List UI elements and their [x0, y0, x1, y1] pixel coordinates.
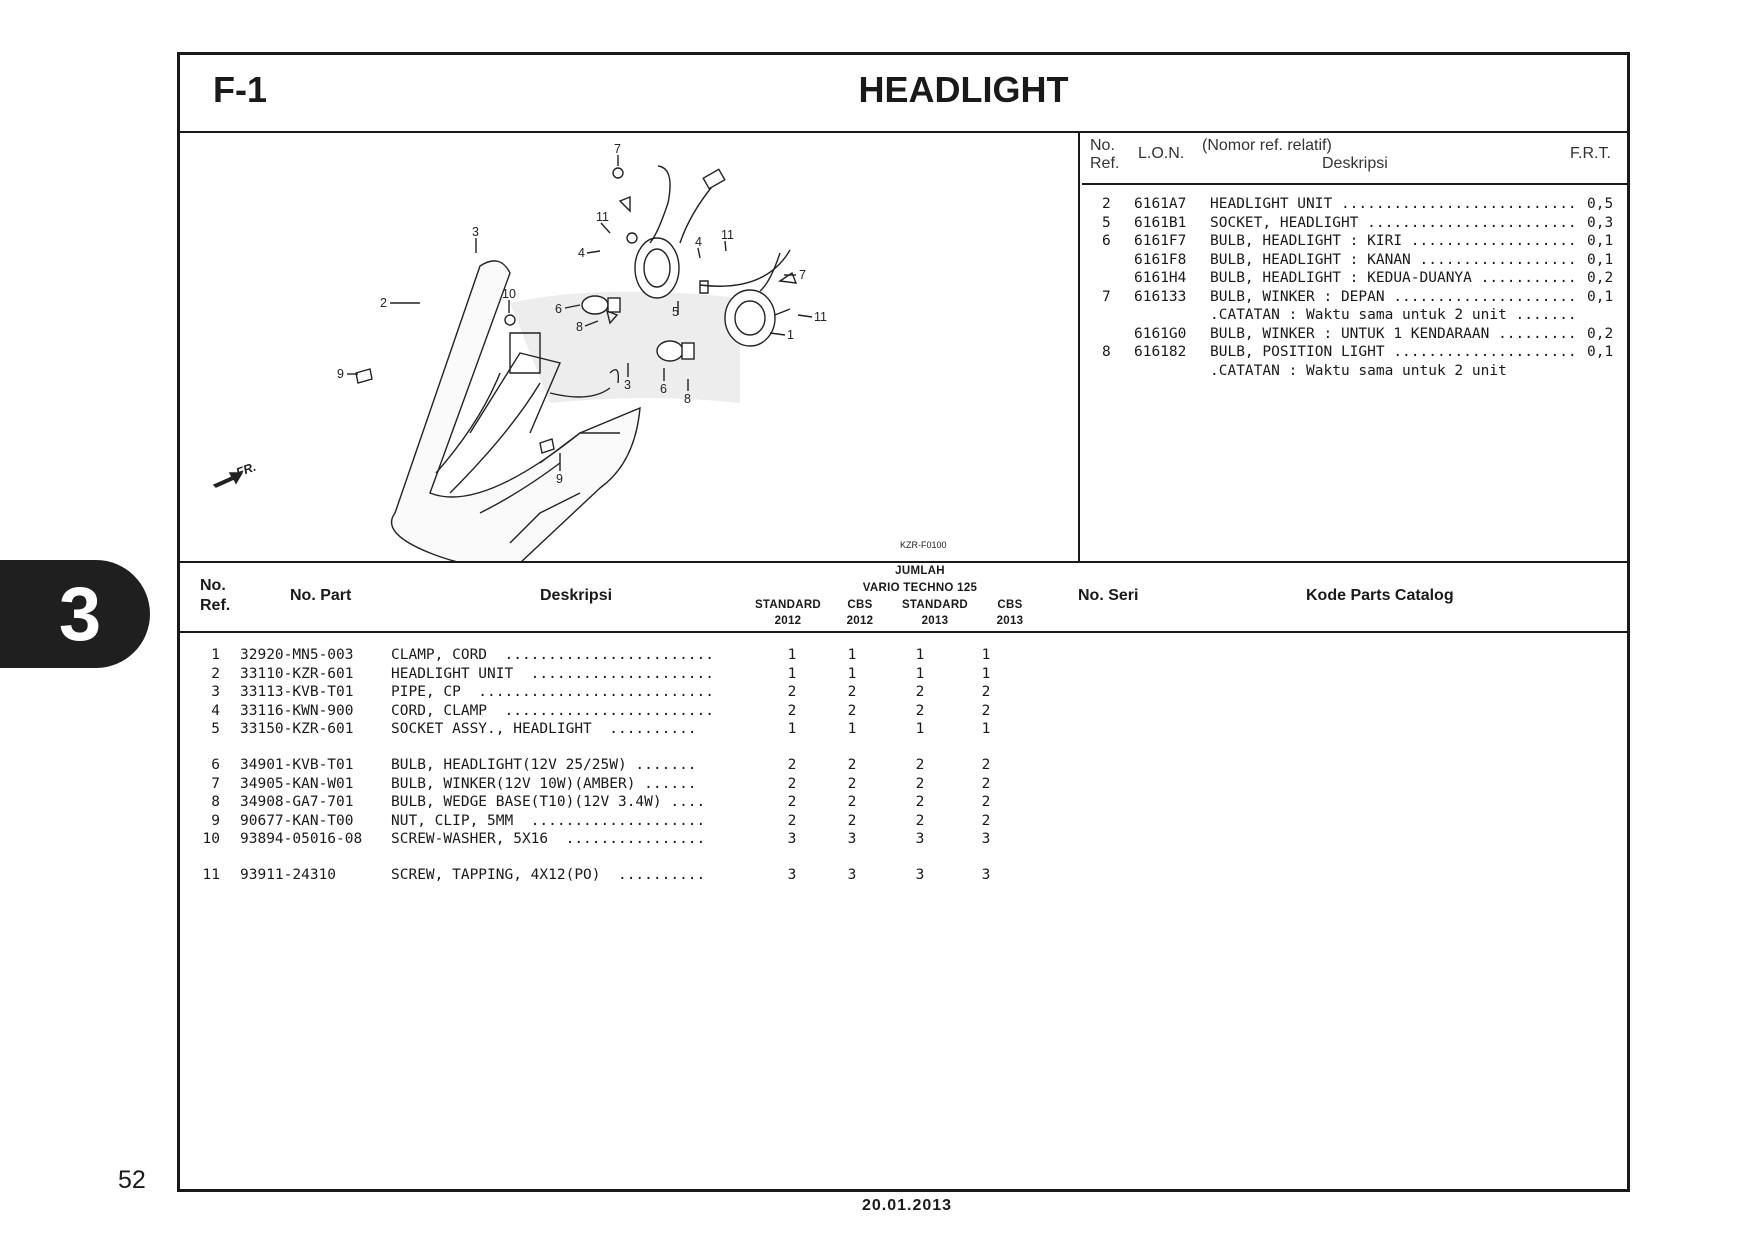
rel-ref-cell: 8 — [1102, 344, 1111, 360]
part-number-cell: 34901-KVB-T01 — [240, 757, 354, 773]
description-cell: CORD, CLAMP ........................ — [391, 702, 715, 719]
rel-ref-cell: 6 — [1102, 233, 1111, 249]
quantity-cell: 2 — [787, 757, 797, 773]
callout: 6 — [555, 302, 562, 316]
callout: 9 — [337, 367, 344, 381]
headlight-bulb-right — [657, 341, 683, 361]
quantity-cell: 1 — [847, 665, 857, 682]
part-number-cell: 93894-05016-08 — [240, 831, 363, 848]
table-row — [180, 831, 1080, 850]
rel-desc-cell: .CATATAN : Waktu sama untuk 2 unit — [1210, 362, 1507, 379]
table-row — [180, 813, 1080, 832]
quantity-cell: 1 — [981, 647, 991, 663]
rel-col-note: (Nomor ref. relatif) — [1202, 137, 1332, 154]
rel-desc-cell: BULB, HEADLIGHT : KIRI ................... — [1210, 233, 1577, 249]
part-number-cell: 32920-MN5-003 — [240, 647, 354, 663]
quantity-cell: 2 — [787, 775, 797, 792]
description-cell: HEADLIGHT UNIT ..................... — [391, 665, 715, 682]
ref-cell: 7 — [211, 775, 220, 792]
rel-ref-cell: 7 — [1102, 288, 1111, 305]
table-row — [180, 647, 1080, 666]
quantity-cell: 1 — [915, 647, 925, 663]
quantity-cell: 2 — [847, 775, 857, 792]
table-row — [180, 721, 1080, 740]
col-catalog: Kode Parts Catalog — [1306, 587, 1454, 604]
rel-desc-cell: BULB, POSITION LIGHT ..................... — [1210, 344, 1577, 360]
rel-ref-cell: 5 — [1102, 214, 1111, 231]
socket-ring-right — [725, 290, 775, 346]
description-cell: BULB, WINKER(12V 10W)(AMBER) ...... — [391, 775, 697, 792]
callout: 11 — [721, 228, 734, 242]
col-no: No. — [200, 577, 226, 594]
rel-lon-cell: 6161A7 — [1134, 196, 1187, 212]
callout: 10 — [502, 287, 516, 301]
callout: 6 — [660, 382, 667, 396]
rel-frt-cell: 0,3 — [1587, 214, 1614, 231]
col-ref: Ref. — [200, 597, 231, 614]
rel-ref-cell: 2 — [1102, 196, 1111, 212]
quantity-cell: 2 — [915, 757, 925, 773]
rel-frt-cell: 0,1 — [1587, 344, 1614, 360]
quantity-cell: 2 — [915, 684, 925, 701]
rel-lon-cell: 616133 — [1134, 288, 1187, 305]
relative-ref-row — [1082, 288, 1627, 307]
ref-cell: 5 — [211, 721, 220, 738]
quantity-cell: 2 — [981, 684, 991, 701]
relative-ref-header — [1082, 133, 1627, 185]
ref-cell: 8 — [211, 794, 220, 811]
quantity-cell: 2 — [847, 757, 857, 773]
quantity-cell: 3 — [981, 867, 991, 883]
callout: 5 — [672, 305, 679, 319]
table-row — [180, 757, 1080, 776]
quantity-cell: 3 — [847, 831, 857, 848]
quantity-cell: 2 — [915, 794, 925, 811]
quantity-cell: 2 — [981, 775, 991, 792]
rel-desc-cell: BULB, HEADLIGHT : KEDUA-DUANYA ........... — [1210, 270, 1577, 286]
relative-ref-row — [1082, 325, 1627, 344]
rel-desc-cell: HEADLIGHT UNIT ........................... — [1210, 196, 1577, 212]
callout: 3 — [472, 225, 479, 239]
rel-lon-cell: 6161B1 — [1134, 214, 1187, 231]
quantity-cell: 1 — [915, 665, 925, 682]
ref-cell: 4 — [211, 702, 220, 719]
ref-cell: 1 — [211, 647, 220, 663]
col-part-no: No. Part — [290, 587, 352, 604]
ref-cell: 6 — [211, 757, 220, 773]
parts-table-header — [180, 561, 1627, 633]
description-cell: SCREW, TAPPING, 4X12(PO) .......... — [391, 867, 706, 883]
ref-cell: 10 — [202, 831, 220, 848]
nut-clip-bottom — [540, 439, 554, 453]
part-number-cell: 34905-KAN-W01 — [240, 775, 354, 792]
rel-frt-cell: 0,2 — [1587, 270, 1614, 286]
table-row — [180, 703, 1080, 722]
page-title: HEADLIGHT — [858, 69, 1069, 110]
part-number-cell: 34908-GA7-701 — [240, 794, 354, 811]
col-cbs-2012: CBS — [847, 599, 873, 611]
col-cbs-2012-year: 2012 — [846, 615, 874, 627]
part-number-cell: 93911-24310 — [240, 867, 337, 883]
relative-ref-row — [1082, 362, 1627, 381]
quantity-cell: 2 — [981, 757, 991, 773]
relative-ref-row — [1082, 306, 1627, 325]
relative-ref-rows — [1082, 195, 1627, 380]
rel-desc-cell: SOCKET, HEADLIGHT ........................ — [1210, 214, 1577, 231]
quantity-cell: 1 — [787, 721, 797, 738]
rel-lon-cell: 6161H4 — [1134, 270, 1187, 286]
quantity-cell: 2 — [787, 794, 797, 811]
rel-lon-cell: 6161F8 — [1134, 251, 1187, 268]
headlight-bulb-left — [582, 296, 608, 314]
quantity-cell: 1 — [847, 647, 857, 663]
front-label: FR. — [234, 459, 258, 480]
callout: 4 — [578, 246, 585, 260]
part-number-cell: 33116-KWN-900 — [240, 702, 354, 719]
wire-harness — [650, 166, 670, 243]
quantity-cell: 2 — [915, 775, 925, 792]
description-cell: PIPE, CP ........................... — [391, 684, 715, 701]
rel-col-lon: L.O.N. — [1138, 145, 1185, 162]
rel-desc-cell: BULB, WINKER : UNTUK 1 KENDARAAN ......... — [1210, 325, 1577, 342]
callout: 3 — [624, 378, 631, 392]
rel-lon-cell: 6161F7 — [1134, 233, 1187, 249]
part-number-cell: 90677-KAN-T00 — [240, 812, 354, 829]
rel-lon-cell: 616182 — [1134, 344, 1187, 360]
col-desc: Deskripsi — [540, 587, 613, 604]
quantity-cell: 2 — [915, 702, 925, 719]
quantity-cell: 2 — [847, 812, 857, 829]
col-serial: No. Seri — [1078, 587, 1139, 604]
page-header — [180, 55, 1627, 133]
quantity-cell: 2 — [787, 684, 797, 701]
description-cell: BULB, WEDGE BASE(T10)(12V 3.4W) .... — [391, 794, 706, 811]
rel-frt-cell: 0,1 — [1587, 288, 1614, 305]
quantity-cell: 2 — [847, 702, 857, 719]
quantity-cell: 3 — [981, 831, 991, 848]
rel-frt-cell: 0,5 — [1587, 196, 1614, 212]
quantity-cell: 1 — [847, 721, 857, 738]
diagram-code: KZR-F0100 — [900, 540, 947, 550]
ref-cell: 9 — [211, 812, 220, 829]
col-cbs-2013-year: 2013 — [996, 615, 1024, 627]
col-std-2013: STANDARD — [901, 599, 969, 611]
quantity-cell: 1 — [787, 665, 797, 682]
callout: 7 — [614, 142, 621, 156]
col-std-2012: STANDARD — [754, 599, 822, 611]
relative-ref-row — [1082, 251, 1627, 270]
col-std-2013-year: 2013 — [921, 615, 949, 627]
callout: 2 — [380, 296, 387, 310]
rel-col-frt: F.R.T. — [1570, 145, 1611, 162]
rel-col-ref: Ref. — [1090, 155, 1120, 172]
chapter-tab: 3 — [0, 560, 150, 668]
rel-frt-cell: 0,1 — [1587, 251, 1614, 268]
relative-ref-row — [1082, 269, 1627, 288]
rel-lon-cell: 6161G0 — [1134, 325, 1187, 342]
col-jumlah: JUMLAH — [895, 565, 945, 577]
rel-frt-cell: 0,2 — [1587, 325, 1614, 342]
quantity-cell: 2 — [981, 794, 991, 811]
description-cell: SCREW-WASHER, 5X16 ................ — [391, 831, 706, 848]
quantity-cell: 1 — [915, 721, 925, 738]
quantity-cell: 3 — [915, 867, 925, 883]
quantity-cell: 3 — [915, 831, 925, 848]
col-std-2012-year: 2012 — [774, 615, 802, 627]
part-number-cell: 33110-KZR-601 — [240, 665, 354, 682]
table-row — [180, 776, 1080, 795]
quantity-cell: 2 — [847, 794, 857, 811]
quantity-cell: 1 — [787, 647, 797, 663]
table-row — [180, 867, 1080, 886]
print-date: 20.01.2013 — [861, 1197, 953, 1214]
socket-ring-left — [635, 238, 679, 298]
nut-clip-left — [356, 369, 372, 383]
quantity-cell: 2 — [787, 812, 797, 829]
quantity-cell: 1 — [981, 721, 991, 738]
callout: 7 — [799, 268, 806, 282]
quantity-cell: 2 — [981, 702, 991, 719]
col-cbs-2013: CBS — [997, 599, 1023, 611]
headlight-diagram — [180, 133, 1078, 561]
rel-frt-cell: 0,1 — [1587, 233, 1614, 249]
relative-ref-row — [1082, 232, 1627, 251]
rel-col-desc: Deskripsi — [1322, 155, 1388, 172]
quantity-cell: 2 — [787, 702, 797, 719]
page-frame — [177, 52, 1630, 1192]
table-row — [180, 794, 1080, 813]
ref-cell: 2 — [211, 665, 220, 682]
part-number-cell: 33150-KZR-601 — [240, 721, 354, 738]
callout: 4 — [695, 235, 702, 249]
callout: 8 — [576, 320, 583, 334]
rel-desc-cell: .CATATAN : Waktu sama untuk 2 unit ....... — [1210, 307, 1577, 323]
part-number-cell: 33113-KVB-T01 — [240, 684, 354, 701]
relative-ref-row — [1082, 343, 1627, 362]
description-cell: SOCKET ASSY., HEADLIGHT .......... — [391, 721, 697, 738]
ref-cell: 11 — [202, 867, 220, 883]
description-cell: CLAMP, CORD ........................ — [391, 647, 715, 663]
section-code: F-1 — [213, 69, 267, 110]
relative-ref-row — [1082, 195, 1627, 214]
page-number: 52 — [118, 1166, 146, 1194]
relative-ref-panel — [1082, 133, 1627, 561]
quantity-cell: 2 — [847, 684, 857, 701]
relative-ref-row — [1082, 214, 1627, 233]
callout: 1 — [787, 328, 794, 342]
quantity-cell: 2 — [981, 812, 991, 829]
callout: 9 — [556, 472, 563, 486]
table-row — [180, 684, 1080, 703]
description-cell: BULB, HEADLIGHT(12V 25/25W) ....... — [391, 757, 697, 773]
rel-desc-cell: BULB, HEADLIGHT : KANAN .................. — [1210, 251, 1577, 268]
rel-col-no: No. — [1090, 137, 1115, 154]
description-cell: NUT, CLIP, 5MM .................... — [391, 812, 706, 829]
col-model: VARIO TECHNO 125 — [862, 582, 978, 594]
table-row — [180, 666, 1080, 685]
quantity-cell: 3 — [847, 867, 857, 883]
quantity-cell: 2 — [915, 812, 925, 829]
ref-cell: 3 — [211, 684, 220, 701]
callout: 8 — [684, 392, 691, 406]
callout: 11 — [814, 310, 827, 324]
quantity-cell: 1 — [981, 665, 991, 682]
quantity-cell: 3 — [787, 831, 797, 848]
rel-desc-cell: BULB, WINKER : DEPAN ..................... — [1210, 288, 1577, 305]
callout: 11 — [596, 210, 609, 224]
quantity-cell: 3 — [787, 867, 797, 883]
exploded-diagram — [180, 133, 1080, 561]
